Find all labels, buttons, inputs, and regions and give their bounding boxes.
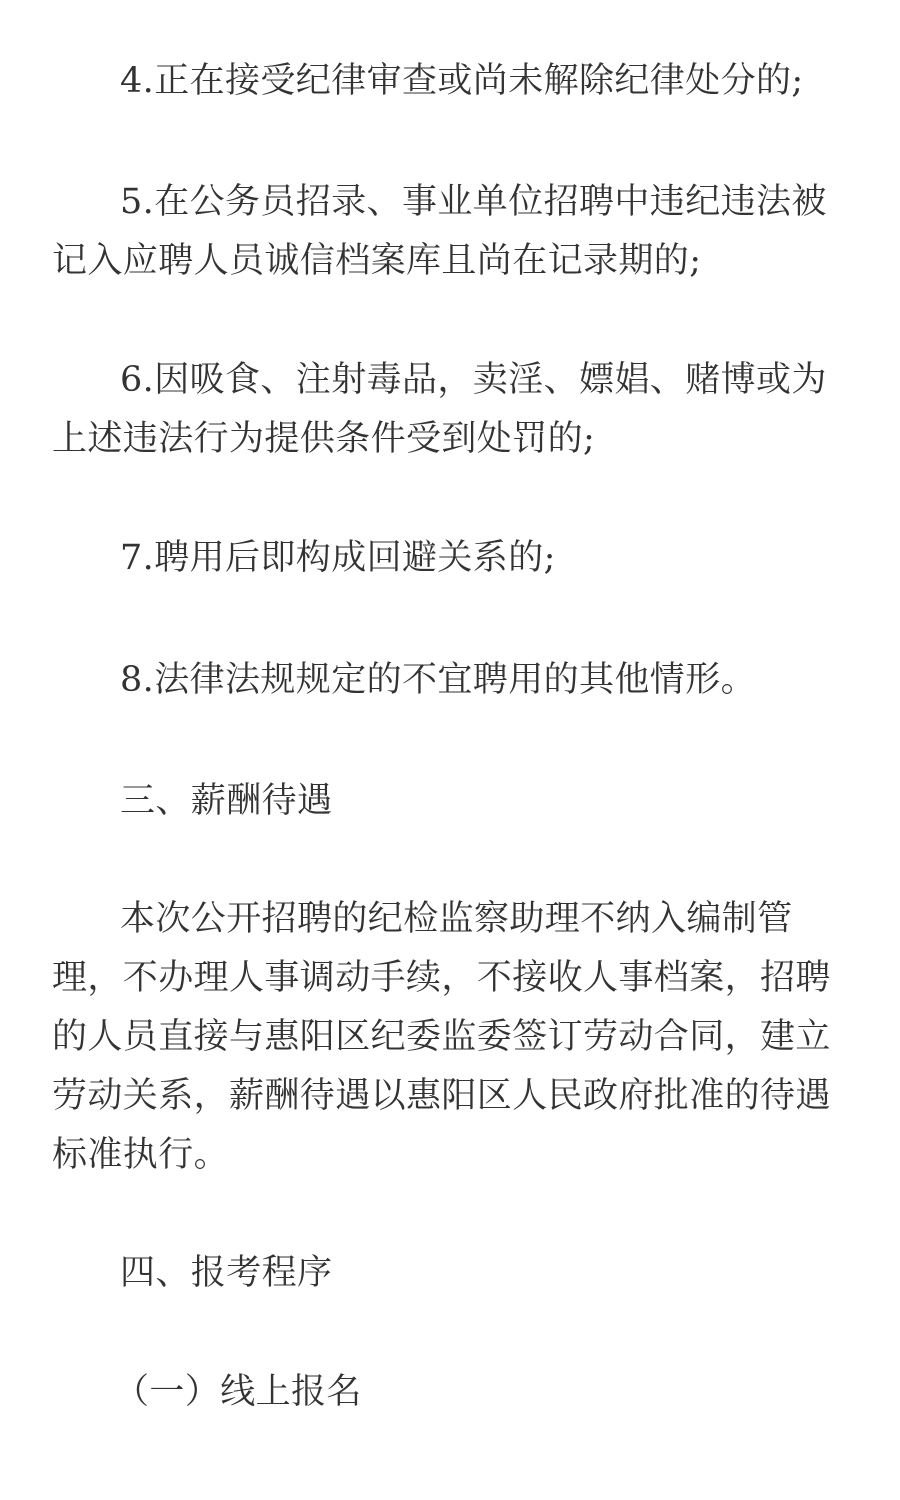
paragraph-item-5: 5.在公务员招录、事业单位招聘中违纪违法被记入应聘人员诚信档案库且尚在记录期的; <box>52 182 827 281</box>
subheading-online-registration: （一）线上报名 <box>114 1372 362 1412</box>
paragraph-item-4: 4.正在接受纪律审查或尚未解除纪律处分的; <box>120 61 804 101</box>
paragraph-item-7: 7.聘用后即构成回避关系的; <box>120 538 556 578</box>
salary-paragraph: 本次公开招聘的纪检监察助理不纳入编制管理，不办理人事调动手续，不接收人事档案，招聘的人员直接与惠阳区纪委监委签订劳动合同，建立劳动关系，薪酬待遇以惠阳区人民政府批准的待遇标准执行。 <box>52 899 831 1175</box>
paragraph-item-6: 6.因吸食、注射毒品，卖淫、嫖娼、赌博或为上述违法行为提供条件受到处罚的; <box>52 360 827 459</box>
section-heading-salary: 三、薪酬待遇 <box>120 781 333 821</box>
section-heading-application: 四、报考程序 <box>120 1253 333 1293</box>
paragraph-item-8: 8.法律法规规定的不宜聘用的其他情形。 <box>120 660 756 700</box>
